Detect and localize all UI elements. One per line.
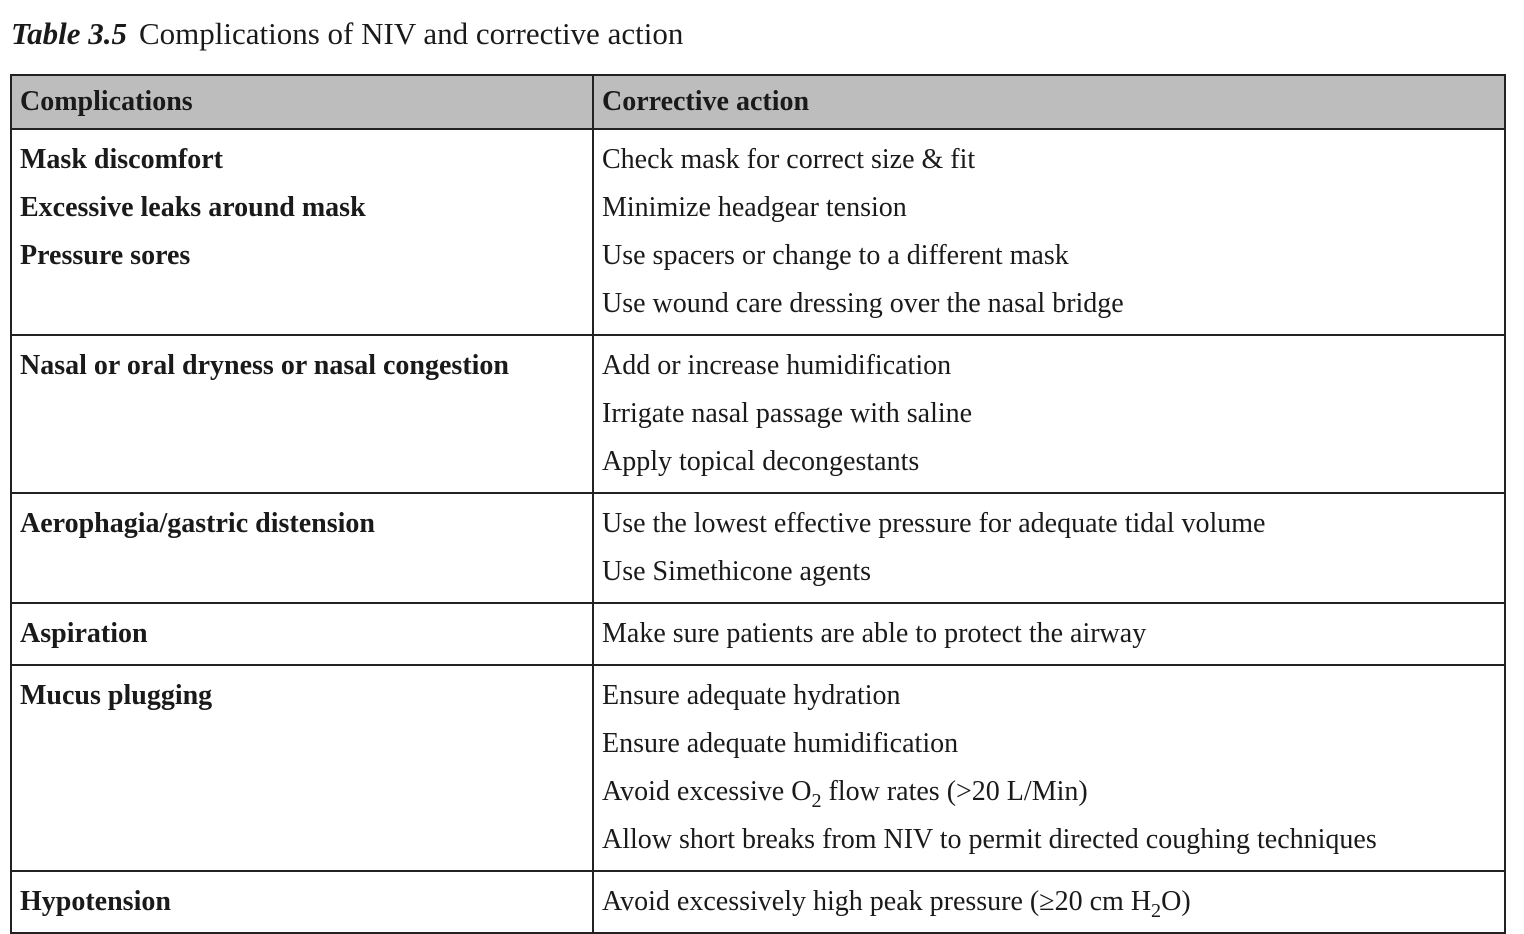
complication-cell — [11, 335, 593, 493]
complications-table — [10, 74, 1506, 934]
corrective-action-cell — [593, 665, 1505, 871]
action-text-after: O) — [1161, 886, 1191, 917]
corrective-action-item: Use the lowest effective pressure for adequate tidal volume — [602, 508, 1266, 539]
corrective-action-item: Make sure patients are able to protect the airway — [602, 618, 1147, 649]
subscript: 2 — [811, 790, 822, 813]
subscript: 2 — [1151, 900, 1162, 923]
table-row — [11, 129, 1505, 335]
complication-item: Mask discomfort — [20, 144, 223, 175]
table-row — [11, 871, 1505, 933]
complication-cell — [11, 603, 593, 665]
complication-item: Pressure sores — [20, 240, 191, 271]
corrective-action-cell — [593, 871, 1505, 933]
header-corrective-action: Corrective action — [593, 75, 1505, 129]
complication-cell — [11, 129, 593, 335]
table-number: Table 3.5 — [11, 16, 127, 51]
action-text-before: Avoid excessively high peak pressure (≥20 cm H — [602, 886, 1152, 917]
corrective-action-item: Use Simethicone agents — [602, 556, 872, 587]
complication-item: Hypotension — [20, 886, 171, 917]
corrective-action-cell — [593, 335, 1505, 493]
complication-item: Excessive leaks around mask — [20, 192, 366, 223]
table-row — [11, 665, 1505, 871]
complication-cell — [11, 493, 593, 603]
corrective-action-item: Use wound care dressing over the nasal bridge — [602, 288, 1124, 319]
corrective-action-item: Ensure adequate hydration — [602, 680, 901, 711]
complication-item: Aspiration — [20, 618, 148, 649]
corrective-action-item — [602, 768, 1496, 816]
complication-cell — [11, 665, 593, 871]
corrective-action-item: Allow short breaks from NIV to permit directed coughing techniques — [602, 824, 1377, 855]
table-row — [11, 603, 1505, 665]
complication-item: Mucus plugging — [20, 680, 213, 711]
corrective-action-item: Add or increase humidification — [602, 350, 952, 381]
table-row — [11, 493, 1505, 603]
corrective-action-item: Check mask for correct size & fit — [602, 144, 976, 175]
corrective-action-item: Irrigate nasal passage with saline — [602, 398, 973, 429]
action-text-after: flow rates (>20 L/Min) — [821, 776, 1088, 807]
header-complications: Complications — [11, 75, 593, 129]
corrective-action-item: Use spacers or change to a different mask — [602, 240, 1069, 271]
complication-item: Aerophagia/gastric distension — [20, 508, 375, 539]
corrective-action-cell — [593, 493, 1505, 603]
corrective-action-item — [602, 878, 1496, 926]
table-caption — [11, 14, 683, 54]
action-text-before: Avoid excessive O — [602, 776, 812, 807]
corrective-action-item: Ensure adequate humidification — [602, 728, 959, 759]
corrective-action-cell — [593, 603, 1505, 665]
complication-item: Nasal or oral dryness or nasal congestion — [20, 350, 509, 381]
corrective-action-cell — [593, 129, 1505, 335]
complication-cell — [11, 871, 593, 933]
table-body — [11, 129, 1505, 933]
corrective-action-item: Apply topical decongestants — [602, 446, 920, 477]
table-title: Complications of NIV and corrective action — [138, 16, 684, 51]
corrective-action-item: Minimize headgear tension — [602, 192, 907, 223]
header-row — [11, 75, 1505, 129]
table-row — [11, 335, 1505, 493]
